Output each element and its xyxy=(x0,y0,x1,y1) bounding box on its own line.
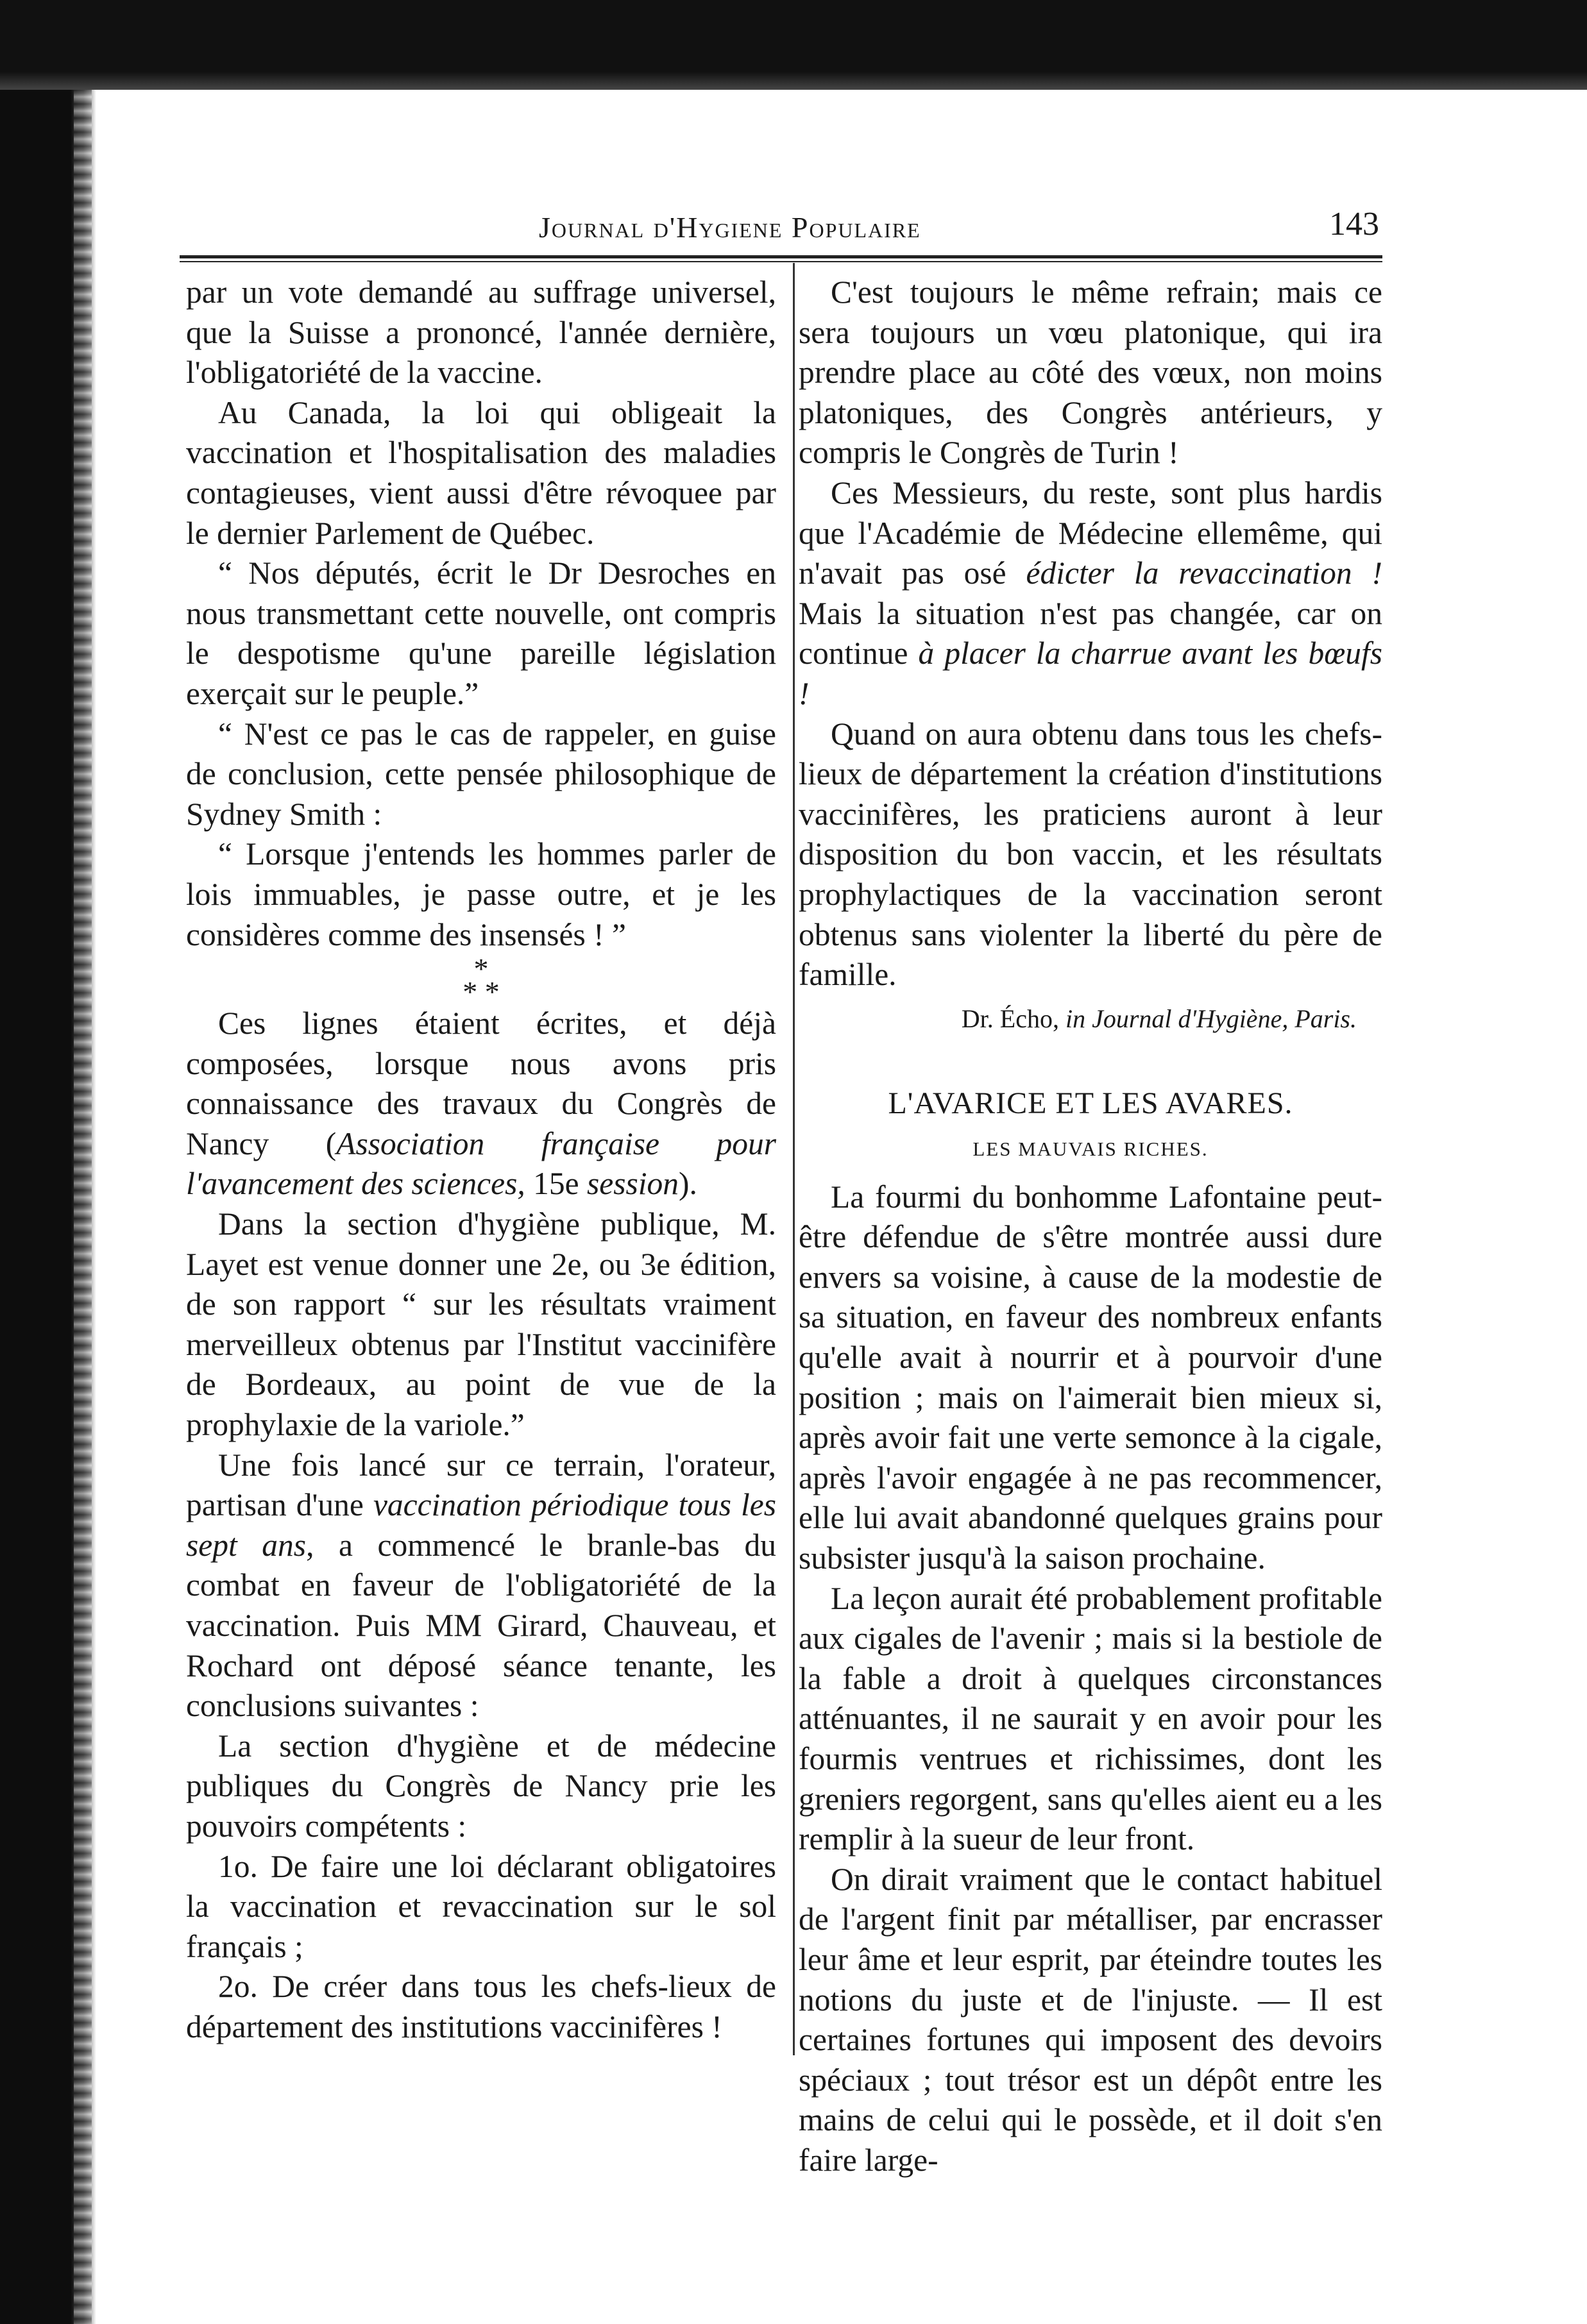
paragraph: Quand on aura obtenu dans tous les chefs-lieux de département la création d'institutions vaccinifères, les praticiens auront à leur disposition du bon vaccin, et les résultats prophylactiques de la vaccination seront obtenus sans violenter la liberté du père de famille. xyxy=(799,716,1382,993)
text-run: ). xyxy=(679,1166,697,1202)
italic-text: édicter la revaccination ! xyxy=(1026,555,1382,591)
paragraph: Dans la section d'hygiène publique, M. Layet est venue donner une 2e, ou 3e édition, de son rapport “ sur les résultats vraiment merveilleux obtenus par l'Institut vaccinifère de Bordeaux, au point de vue de la prophylaxie de la variole.” xyxy=(186,1206,776,1443)
book-spine-texture xyxy=(74,90,92,2324)
section-title: L'AVARICE ET LES AVARES. xyxy=(888,1086,1293,1120)
paragraph xyxy=(799,473,1382,714)
italic-text: vaccination périodique tous les sept ans xyxy=(186,1487,776,1563)
paragraph: “ N'est ce pas le cas de rappeler, en guise de conclusion, cette pensée philosophique de Sydney Smith : xyxy=(186,716,776,832)
text-run: 15e xyxy=(525,1166,587,1202)
subsection-title: LES MAUVAIS RICHES. xyxy=(972,1137,1209,1160)
left-column xyxy=(186,273,776,2048)
text-run: Mais la situation n'est pas changée, car on continue xyxy=(799,595,1382,671)
text-run: Ces lignes étaient écrites, et déjà composées, lorsque nous avons pris connaissance des travaux du Congrès de Nancy ( xyxy=(186,1006,776,1161)
section-break-asterisks xyxy=(186,952,776,1009)
paragraph: 1o. De faire une loi déclarant obligatoires la vaccination et revaccination sur le sol français ; xyxy=(186,1848,776,1964)
column-divider xyxy=(793,263,795,2055)
paragraph: 2o. De créer dans tous les chefs-lieux de département des institutions vaccinifères ! xyxy=(186,1969,776,2044)
paragraph: C'est toujours le même refrain; mais ce sera toujours un vœu platonique, qui ira prendre place au côté des vœux, non moins platoniques, des Congrès antérieurs, y compris le Congrès de Turin ! xyxy=(799,274,1382,471)
article-signature xyxy=(799,999,1382,1039)
paragraph: “ Lorsque j'entends les hommes parler de lois immuables, je passe outre, et je les considères comme des insensés ! ” xyxy=(186,836,776,952)
page-top-edge xyxy=(0,0,1587,90)
asterisk-bottom: * * xyxy=(463,975,500,1009)
paragraph: La leçon aurait été probablement profitable aux cigales de l'avenir ; mais si la bestiole de la fable a droit à quelques circonstances atténuantes, il ne saurait y en avoir pour les fourmis ventrues et richissimes, dont les greniers regorgent, sans qu'elles aient eu a les remplir à la sueur de leur front. xyxy=(799,1580,1382,1857)
text-run: Une fois lancé sur ce terrain, l'orateur, partisan d'une xyxy=(186,1447,776,1523)
text-run: , a commencé le branle-bas du combat en faveur de l'obligatoriété de la vaccination. Puis MM Girard, Chauveau, et Rochard ont déposé séance tenante, les conclusions suivantes : xyxy=(186,1527,777,1724)
italic-text: session xyxy=(586,1166,679,1202)
paragraph: Au Canada, la loi qui obligeait la vaccination et l'hospitalisation des maladies contagieuses, vient aussi d'être révoquee par le dernier Parlement de Québec. xyxy=(186,394,776,551)
header-rule-thick xyxy=(180,255,1382,258)
italic-text: Association française pour l'avancement des sciences, xyxy=(186,1125,776,1202)
signature-source: in Journal d'Hygiène, Paris. xyxy=(1065,1004,1357,1033)
paragraph xyxy=(186,1445,776,1726)
paragraph: La section d'hygiène et de médecine publiques du Congrès de Nancy prie les pouvoirs compétents : xyxy=(186,1728,776,1844)
page-number: 143 xyxy=(1329,206,1379,242)
italic-text: à placer la charrue avant les bœufs ! xyxy=(799,636,1383,711)
running-title: Journal d'Hygiene Populaire xyxy=(539,211,921,244)
paragraph xyxy=(186,1004,776,1204)
asterisk-top: * xyxy=(473,952,489,986)
paragraph: par un vote demandé au suffrage universel, que la Suisse a prononcé, l'année dernière, l'obligatoriété de la vaccine. xyxy=(186,274,776,391)
header-rule-thin xyxy=(180,261,1382,262)
page-header xyxy=(180,205,1386,257)
paragraph: La fourmi du bonhomme Lafontaine peut-être défendue de s'être montrée aussi dure envers sa voisine, à cause de la modestie de sa situation, en faveur des nombreux enfants qu'elle avait à nourrir et à pourvoir d'une position ; mais on l'aimerait bien mieux si, après avoir fait une verte semonce à la cigale, après l'avoir engagée à ne pas recommencer, elle lui avait abandonné quelques grains pour subsister jusqu'à la saison prochaine. xyxy=(799,1179,1382,1576)
paragraph: “ Nos députés, écrit le Dr Desroches en nous transmettant cette nouvelle, ont compris le despotisme qu'une pareille législation exerçait sur le peuple.” xyxy=(186,555,776,711)
text-run: Ces Messieurs, du reste, sont plus hardis que l'Académie de Médecine ellemême, qui n'avait pas osé xyxy=(799,475,1382,591)
paragraph: On dirait vraiment que le contact habituel de l'argent finit par métalliser, par encrasser leur âme et leur esprit, par éteindre toutes les notions du juste et de l'injuste. — Il est certaines fortunes qui imposent des devoirs spéciaux ; tout trésor est un dépôt entre les mains de celui qui le possède, et il doit s'en faire large- xyxy=(799,1861,1382,2178)
right-column xyxy=(799,273,1382,2181)
signature-author: Dr. Écho, xyxy=(961,1004,1065,1033)
